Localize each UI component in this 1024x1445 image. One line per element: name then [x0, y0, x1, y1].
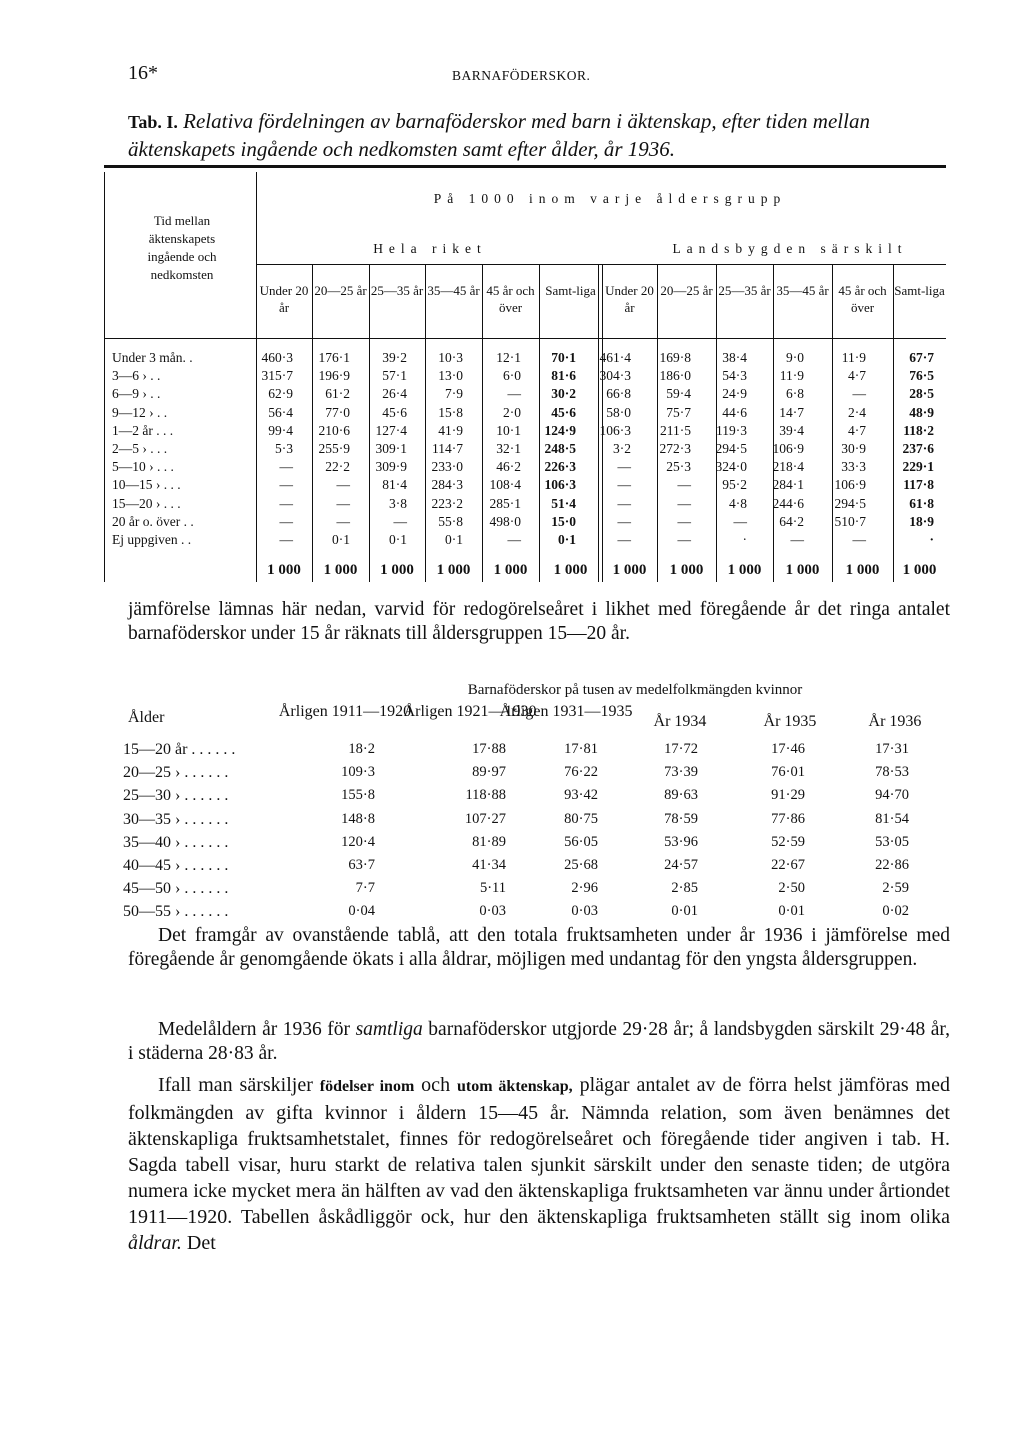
table1-cell: 22·2 [325, 459, 350, 475]
table1-cell: 127·4 [375, 422, 407, 438]
table1-cell: — [733, 513, 747, 529]
table1-total-cell: 1 000 [845, 562, 880, 578]
table2-column-header: Årligen 1931—1935 [499, 703, 633, 720]
table2-cell: 78·53 [875, 764, 909, 781]
table1-cell: 24·9 [722, 386, 747, 402]
table1-total-cell: 1 000 [553, 562, 588, 578]
table1-cell: 0·1 [389, 532, 407, 547]
table1-cell: — [677, 532, 691, 547]
table1-cell: 51·4 [551, 495, 576, 511]
table1-cell: — [279, 459, 293, 475]
table1-cell: · [929, 532, 934, 547]
table2-row-label: 15—20 år . . . . . . [123, 741, 236, 758]
table1-stub-header-line: nedkomsten [150, 267, 214, 282]
paragraph-4-italic: åldrar. [128, 1232, 182, 1254]
table1-cell: 6·8 [786, 386, 804, 402]
table1-cell: 67·7 [909, 350, 934, 365]
table1-cell: 15·8 [438, 404, 463, 420]
table1-cell: 66·8 [606, 386, 631, 402]
table1-cell: — [279, 513, 293, 529]
table1-cell: 460·3 [261, 350, 293, 365]
table2-cell: 22·67 [771, 857, 805, 873]
table1-subheader-landsbygden: Landsbygden särskilt [672, 241, 908, 256]
table2-cell: 78·59 [664, 810, 698, 827]
table1-cell: 0·1 [332, 532, 350, 547]
table2-cell: 2·96 [571, 880, 598, 897]
running-head: BARNAFÖDERSKOR. [452, 68, 591, 83]
paragraph-4-text-e: plägar antalet av de förra helst jämföras med folkmängden av gifta kvinnor i åldern 15—45 år. Nämnda relation, som även benämnes det äktenskapliga fruktsamhetstalet, finnes för redogörelseåret och föregående tider angiven i tab. H. Sagda tabell visar, huru starkt de relativa talen sjunkit särskilt under den senaste tiden; de utgöra numera icke mycket mera än hälften av vad den äktenskapliga fruktsamheten var ännu under årtiondet 1911—1920. Tabellen åskådliggör ock, hur den äktenskapliga fruktsamheten ställt sig inom olika [128, 1074, 950, 1228]
table1-cell: 186·0 [659, 368, 691, 384]
table1-column-header: 20—25 år [660, 283, 713, 298]
table1-cell: — [677, 513, 691, 529]
table1-cell: 41·9 [438, 422, 463, 438]
table1-cell: 11·9 [779, 368, 804, 384]
table1-total-cell: 1 000 [669, 562, 704, 578]
table2-cell: 91·29 [771, 787, 805, 804]
table1-cell: 114·7 [432, 441, 463, 456]
table1-cell: 56·4 [268, 404, 293, 420]
table1-cell: 12·1 [496, 350, 521, 365]
table1-cell: 294·5 [834, 495, 866, 511]
table1-cell: 38·4 [722, 350, 747, 365]
table2-cell: 81·89 [472, 833, 506, 850]
table1-cell: 272·3 [659, 441, 691, 456]
table1-header-rule [256, 264, 946, 265]
table1-total-cell: 1 000 [727, 562, 762, 578]
table1-cell: — [677, 495, 691, 511]
table1-caption-text: Relativa fördelningen av barnaföderskor med barn i äktenskap, efter tiden mellan äktenskapets ingående och nedkomsten samt efter ålder, år 1936. [128, 109, 870, 161]
table1-cell: 176·1 [318, 350, 350, 365]
table2-row-label: 40—45 › . . . . . . [123, 857, 229, 874]
table1-cell: 4·7 [848, 368, 866, 384]
table1-cell: — [790, 532, 804, 547]
table1-cell: 61·8 [909, 495, 934, 511]
table1-cell: — [677, 477, 691, 493]
table2-cell: 0·01 [671, 903, 698, 920]
table1-cell: 324·0 [715, 459, 747, 475]
paragraph-4-text-c: och [414, 1074, 457, 1096]
table1-cell: 45·6 [551, 404, 576, 420]
table1-cell: 223·2 [431, 495, 463, 511]
table1-total-cell: 1 000 [323, 562, 358, 578]
paragraph-3-italic: samtliga [355, 1019, 423, 1040]
table1-cell: 6·0 [503, 368, 521, 384]
table2-cell: 2·59 [882, 880, 909, 897]
table1-stub-header-line: ingående och [147, 249, 217, 264]
paragraph-4-text-a: Ifall man särskiljer [158, 1074, 320, 1096]
table1-cell: 44·6 [722, 404, 747, 420]
table1-body-rule [104, 338, 946, 339]
table1-cell: — [507, 532, 521, 547]
table1-row-label: 5—10 › . . . [112, 459, 174, 475]
table1-cell: — [336, 477, 350, 493]
table1-cell: 510·7 [834, 513, 866, 529]
table1-cell: 99·4 [268, 422, 293, 438]
table2-cell: 56·05 [564, 833, 598, 850]
table1-row-label: 10—15 › . . . [112, 477, 181, 493]
table1-cell: 30·2 [551, 386, 576, 402]
table1-cell: 106·3 [544, 477, 576, 493]
table2-cell: 80·75 [564, 810, 598, 827]
table1-total-cell: 1 000 [267, 562, 301, 578]
table2-cell: 18·2 [348, 741, 375, 757]
table1-cell: 229·1 [902, 459, 934, 475]
table2-row-label: 20—25 › . . . . . . [123, 764, 229, 782]
table2-cell: 7·7 [355, 880, 375, 897]
table2-cell: 0·01 [778, 903, 805, 920]
table1-cell: — [336, 495, 350, 511]
table2-cell: 2·50 [778, 880, 805, 897]
table1-cell: 226·3 [544, 459, 576, 475]
table1-cell: 39·4 [779, 422, 804, 438]
table1-cell: 59·4 [666, 386, 691, 402]
table1-label: Tab. I. [128, 112, 178, 132]
table1-cell: 461·4 [599, 350, 631, 365]
table1-cell: — [617, 513, 631, 529]
table1-column-header: 25—35 år [718, 283, 771, 298]
table1-cell: 55·8 [438, 513, 463, 529]
table2-row-label: 45—50 › . . . . . . [123, 880, 229, 898]
table2-cell: 17·31 [875, 741, 909, 757]
table1-cell: 3·8 [389, 495, 407, 511]
table1-cell: 119·3 [716, 422, 747, 438]
table1-row-label: 3—6 › . . [112, 368, 161, 384]
table1-cell: — [336, 513, 350, 529]
table1-cell: 106·9 [772, 441, 804, 456]
table1-cell: 210·6 [318, 422, 350, 438]
table2-row-label: 30—35 › . . . . . . [123, 810, 229, 828]
table1-cell: — [279, 532, 293, 547]
table2-cell: 17·81 [564, 741, 598, 757]
table1-cell: 70·1 [551, 350, 576, 365]
table1-cell: 39·2 [382, 350, 407, 365]
table1-cell: 118·2 [903, 422, 934, 438]
table1-column-header: 35—45 år [427, 283, 480, 298]
table1-row-label: 1—2 år . . . [112, 422, 174, 438]
table1-cell: 32·1 [496, 441, 521, 456]
table2-row-label: 50—55 › . . . . . . [123, 903, 229, 921]
table2-cell: 0·04 [348, 903, 375, 920]
table2-column-header: År 1935 [763, 713, 817, 730]
table1-row-label: 15—20 › . . . [112, 495, 181, 511]
paragraph-1: jämförelse lämnas här nedan, varvid för redogörelseåret i likhet med föregående år det ringa antalet barnaföderskor under 15 år räknats till åldersgruppen 15—20 år. [128, 599, 950, 644]
table1-cell: 7·9 [445, 386, 463, 402]
table1-cell: 196·9 [318, 368, 350, 384]
table1-column-header: Samt-liga [894, 283, 945, 298]
table1-cell: — [393, 513, 407, 529]
table2-cell: 76·01 [771, 764, 805, 781]
paragraph-4 [128, 1072, 950, 1256]
paragraph-2-text: Det framgår av ovanstående tablå, att den totala fruktsamheten under år 1936 i jämförelse med föregående år genomgående ökats i alla åldrar, möjligen med undantag för den yngsta åldersgruppen. [128, 925, 950, 970]
table2-cell: 0·03 [479, 903, 506, 920]
table2-cell: 109·3 [341, 764, 375, 781]
table1-cell: 15·0 [551, 513, 576, 529]
table2-cell: 53·96 [664, 833, 698, 850]
table1-cell: 54·3 [722, 368, 747, 384]
table1-cell: 4·7 [848, 422, 866, 438]
table2-cell: 148·8 [341, 810, 375, 827]
table1-cell: 3·2 [613, 441, 631, 456]
table1-cell: 4·8 [729, 495, 747, 511]
table2-cell: 17·72 [664, 741, 698, 757]
paragraph-3-text-b: barnaföderskor utgjorde 29·28 år; å landsbygden särskilt 29·48 år, i städerna 28·83 år. [128, 1019, 950, 1064]
table2-cell: 17·46 [771, 741, 805, 757]
table2-cell: 94·70 [875, 787, 909, 804]
table1-cell: 10·1 [496, 422, 521, 438]
table1-cell: — [279, 477, 293, 493]
paragraph-3-text-a: Medelåldern år 1936 för [158, 1019, 356, 1040]
table1-cell: 5·3 [275, 441, 293, 456]
table1-column-header: 45 år och över [486, 283, 535, 315]
table2-cell: 24·57 [664, 857, 698, 873]
paragraph-4-bold-a: födelser inom [319, 1078, 415, 1095]
table1-total-cell: 1 000 [493, 562, 528, 578]
table1-row-label: Under 3 mån. . [112, 350, 193, 365]
table2-column-header: År 1936 [868, 713, 922, 730]
table1-cell: 309·9 [375, 459, 407, 475]
table1-total-cell: 1 000 [612, 562, 647, 578]
table1-cell: 25·3 [666, 459, 691, 475]
table1-total-cell: 1 000 [380, 562, 414, 578]
table2-cell: 73·39 [664, 764, 698, 781]
table2-cell: 52·59 [771, 833, 805, 850]
table1-cell: 14·7 [779, 404, 804, 420]
table1-cell: 28·5 [909, 386, 934, 402]
table1-cell: · [742, 532, 747, 547]
table1-cell: 498·0 [489, 513, 521, 529]
page-number: 16* [128, 62, 158, 84]
table2-column-header: Årligen 1921—1930 [403, 703, 537, 720]
table1-cell: 284·3 [431, 477, 463, 493]
table2-cell: 155·8 [341, 787, 375, 804]
table1-cell: 2·0 [503, 404, 521, 420]
table2-cell: 22·86 [875, 857, 909, 873]
table1-cell: 81·4 [382, 477, 407, 493]
table1-column-header: Samt-liga [545, 283, 596, 298]
table1-cell: 75·7 [666, 404, 691, 420]
table1-top-rule [104, 165, 946, 168]
table1-cell: 2·4 [848, 404, 866, 420]
table1-column-header: 45 år och över [838, 283, 887, 315]
table1-cell: 218·4 [772, 459, 804, 475]
table1-caption [128, 108, 968, 163]
table2-cell: 81·54 [875, 810, 909, 827]
table1-cell: 58·0 [606, 404, 631, 420]
table2-super-header: Barnaföderskor på tusen av medelfolkmängden kvinnor [467, 682, 803, 698]
table1-row-label: 2—5 › . . . [112, 441, 168, 456]
table1-column-header: Under 20 år [259, 283, 309, 315]
table1-total-cell: 1 000 [785, 562, 820, 578]
table1-cell: — [852, 532, 866, 547]
table2-cell: 41·34 [472, 857, 506, 873]
paragraph-2 [128, 924, 950, 972]
table1-subheader-hela-riket: Hela riket [373, 241, 487, 256]
table1-cell: 95·2 [722, 477, 747, 493]
paragraph-4-bold-b: utom äktenskap, [456, 1078, 573, 1095]
table1-cell: 9·0 [786, 350, 804, 365]
table1-row-label: 6—9 › . . [112, 386, 161, 402]
table2-stub-header: Ålder [128, 709, 165, 726]
table1-total-cell: 1 000 [436, 562, 471, 578]
table1-cell: 233·0 [431, 459, 463, 475]
table1-cell: 26·4 [382, 386, 407, 402]
table1-row-label: Ej uppgiven . . [112, 532, 192, 547]
table1-cell: 13·0 [438, 368, 463, 384]
table1-cell: — [617, 459, 631, 475]
paragraph-4-text-g: Det [181, 1232, 216, 1254]
table1-left-rule [104, 172, 105, 582]
table1-cell: 211·5 [660, 422, 691, 438]
table2-cell: 0·02 [882, 903, 909, 920]
table1-column-header: Under 20 år [605, 283, 654, 315]
table2-cell: 89·97 [472, 764, 506, 781]
table1-cell: 18·9 [909, 513, 934, 529]
table2-cell: 63·7 [348, 857, 375, 873]
table2-cell: 89·63 [664, 787, 698, 804]
table1-cell: 64·2 [779, 513, 804, 529]
table2-cell: 76·22 [564, 764, 598, 781]
table2-cell: 5·11 [479, 880, 506, 897]
table1-cell: 244·6 [772, 495, 804, 511]
table1-cell: 284·1 [772, 477, 804, 493]
table1-cell: 309·1 [375, 441, 407, 456]
table1-cell: — [507, 386, 521, 402]
table2-cell: 2·85 [671, 880, 698, 897]
table2-column-header: Årligen 1911—1920 [278, 703, 412, 720]
table2-cell: 53·05 [875, 833, 909, 850]
table2-cell: 118·88 [465, 787, 506, 804]
table1-cell: 10·3 [438, 350, 463, 365]
table1-cell: — [279, 495, 293, 511]
table1-cell: — [852, 386, 866, 402]
table1-total-cell: 1 000 [902, 562, 937, 578]
table1-cell: 108·4 [489, 477, 521, 493]
table2-cell: 107·27 [464, 810, 506, 827]
table2-row-label: 35—40 › . . . . . . [123, 833, 229, 851]
table1-group-header: På 1000 inom varje åldersgrupp [433, 191, 787, 206]
table1-cell: 124·9 [544, 422, 576, 438]
table1-column-header: 35—45 år [776, 283, 829, 298]
table1-cell: 61·2 [325, 386, 350, 402]
table1-cell: 77·0 [325, 404, 350, 420]
table1-cell: 285·1 [489, 495, 521, 511]
table1-cell: 117·8 [903, 477, 934, 493]
table1-cell: 304·3 [599, 368, 631, 384]
table2-cell: 17·88 [472, 741, 506, 757]
table1-column-header: 20—25 år [314, 283, 367, 298]
table1-cell: 45·6 [382, 404, 407, 420]
table1-cell: 46·2 [496, 459, 521, 475]
table1-cell: 106·3 [599, 422, 631, 438]
table2-cell: 25·68 [564, 857, 598, 873]
table1-cell: — [617, 477, 631, 493]
table1-cell: — [617, 532, 631, 547]
table1-cell: 48·9 [909, 404, 934, 420]
table1-cell: 0·1 [445, 532, 463, 547]
table1-cell: 255·9 [318, 441, 350, 456]
table1-cell: 169·8 [659, 350, 691, 365]
table1-cell: 106·9 [834, 477, 866, 493]
table2-cell: 93·42 [564, 787, 598, 804]
table1-cell: 57·1 [382, 368, 407, 384]
table1-cell: 248·5 [544, 441, 576, 456]
table2-row-label: 25—30 › . . . . . . [123, 787, 229, 805]
table1-cell: 11·9 [841, 350, 866, 365]
table1-cell: 62·9 [268, 386, 293, 402]
table1-cell: 30·9 [841, 441, 866, 456]
table2-cell: 0·03 [571, 903, 598, 920]
paragraph-3 [128, 1018, 950, 1066]
table2-cell: 77·86 [771, 810, 805, 827]
table1-cell: 294·5 [715, 441, 747, 456]
table1-column-header: 25—35 år [370, 283, 424, 298]
table1-cell: 315·7 [261, 368, 293, 384]
table1-cell: 237·6 [902, 441, 934, 456]
table1-cell: — [617, 495, 631, 511]
table1-cell: 33·3 [841, 459, 866, 475]
table1-stub-header-line: Tid mellan [153, 213, 211, 228]
table2-column-header: År 1934 [653, 713, 707, 730]
table1-stub-header-line: äktenskapets [148, 231, 216, 246]
table1-row-label: 9—12 › . . [112, 404, 168, 420]
table2-cell: 120·4 [341, 833, 375, 850]
table1-cell: 76·5 [909, 368, 934, 384]
table1-cell: 81·6 [551, 368, 576, 384]
table1-cell: 0·1 [557, 532, 576, 547]
table1-row-label: 20 år o. över . . [112, 513, 194, 529]
